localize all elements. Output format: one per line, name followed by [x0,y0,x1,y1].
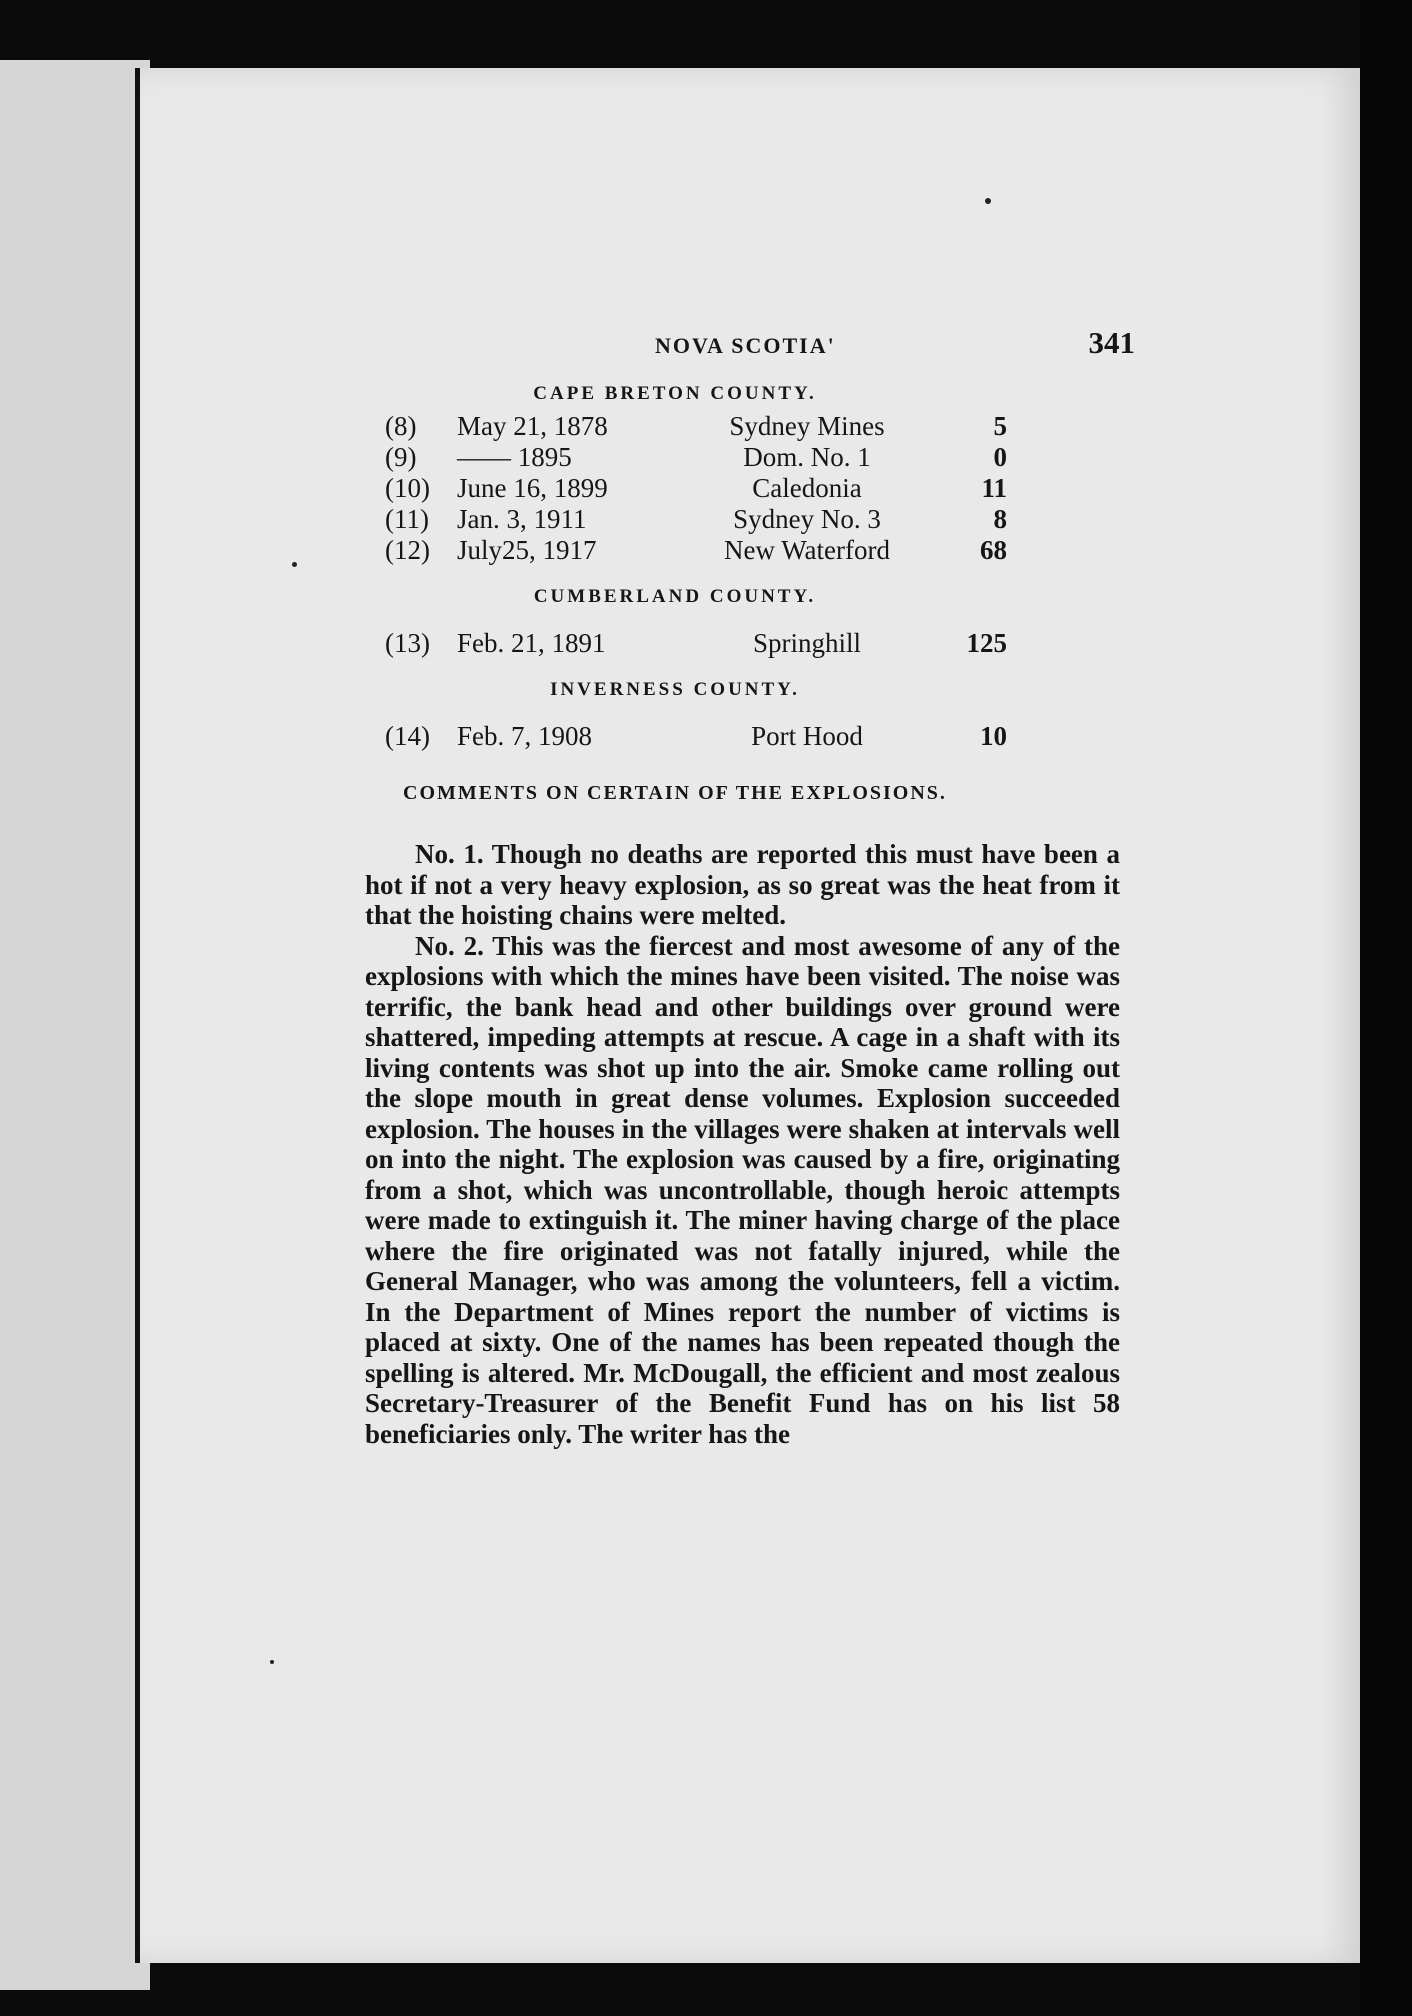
scan-speck [985,198,991,204]
row-place: Sydney Mines [729,411,885,441]
inverness-table [385,721,1007,752]
table-row [385,535,1007,566]
row-number: (9) [385,442,417,472]
comment-label: No. 2. [415,930,484,961]
row-date: Feb. 21, 1891 [457,628,606,658]
row-date: Feb. 7, 1908 [457,721,592,751]
table-row [385,628,1007,659]
row-date: —— 1895 [457,442,572,472]
row-number: (12) [385,535,430,565]
section-title-inverness: INVERNESS COUNTY. [550,679,800,700]
row-place: Caledonia [752,473,862,503]
row-place: Dom. No. 1 [743,442,871,472]
running-title: NOVA SCOTIA' [655,333,836,358]
row-place: Springhill [752,628,861,658]
row-number: (11) [385,504,429,534]
row-count: 125 [966,628,1007,658]
page-content [225,325,1135,1449]
comments-heading: COMMENTS ON CERTAIN OF THE EXPLOSIONS. [403,782,947,804]
scan-left-margin [0,60,150,1990]
table-row [385,473,1007,504]
section-title-cape-breton: CAPE BRETON COUNTY. [533,383,817,404]
row-date: Jan. 3, 1911 [457,504,587,534]
comment-paragraph-2 [365,931,1120,1450]
row-number: (10) [385,473,430,503]
table-row [385,721,1007,752]
comment-paragraph-1 [365,839,1120,931]
section-title-cumberland: CUMBERLAND COUNTY. [533,586,817,607]
row-place: Port Hood [751,721,863,751]
cape-breton-table [385,411,1007,566]
scan-speck [270,1660,274,1664]
row-date: July25, 1917 [457,535,597,565]
running-head [225,325,1135,371]
comment-text: Though no deaths are reported this must have been a hot if not a very heavy explosion, as so great was the heat from it that the hoisting chains were melted. [365,839,1121,930]
row-count: 0 [993,442,1007,472]
row-place: New Waterford [723,535,890,565]
table-row [385,411,1007,442]
comment-label: No. 1. [415,839,484,869]
row-count: 68 [980,535,1007,565]
row-date: May 21, 1878 [457,411,608,441]
row-count: 8 [993,504,1007,534]
row-count: 10 [980,721,1007,751]
row-count: 5 [993,411,1007,441]
row-number: (13) [385,628,430,658]
row-count: 11 [981,473,1007,503]
comment-text: This was the fiercest and most awesome of any of the explosions with which the mines have been visited. The noise was terrific, the bank head and other buildings over ground were shattered, impeding attempts at rescue. A cage in a shaft with its living contents was shot up into the air. Smoke came rolling out the slope mouth in great dense volumes. Explosion succeeded explosion. The houses in the villages were shaken at intervals well on into the night. The explosion was caused by a fire, originating from a shot, which was uncontrollable, though heroic attempts were made to extinguish it. The miner having charge of the place where the fire originated was not fatally injured, while the General Manager, who was among the volunteers, fell a victim. In the Department of Mines report the number of victims is placed at sixty. One of the names has been repeated though the spelling is altered. Mr. McDougall, the efficient and most zealous Secretary-Treasurer of the Benefit Fund has on his list 58 beneficiaries only. The writer has the [365,930,1121,1449]
table-row [385,504,1007,535]
row-place: Sydney No. 3 [733,504,881,534]
row-number: (14) [385,721,430,751]
page-number: 341 [1088,325,1135,360]
row-number: (8) [385,411,417,441]
row-date: June 16, 1899 [457,473,608,503]
cumberland-table [385,628,1007,659]
scan-right-border [1360,0,1412,2016]
table-row [385,442,1007,473]
